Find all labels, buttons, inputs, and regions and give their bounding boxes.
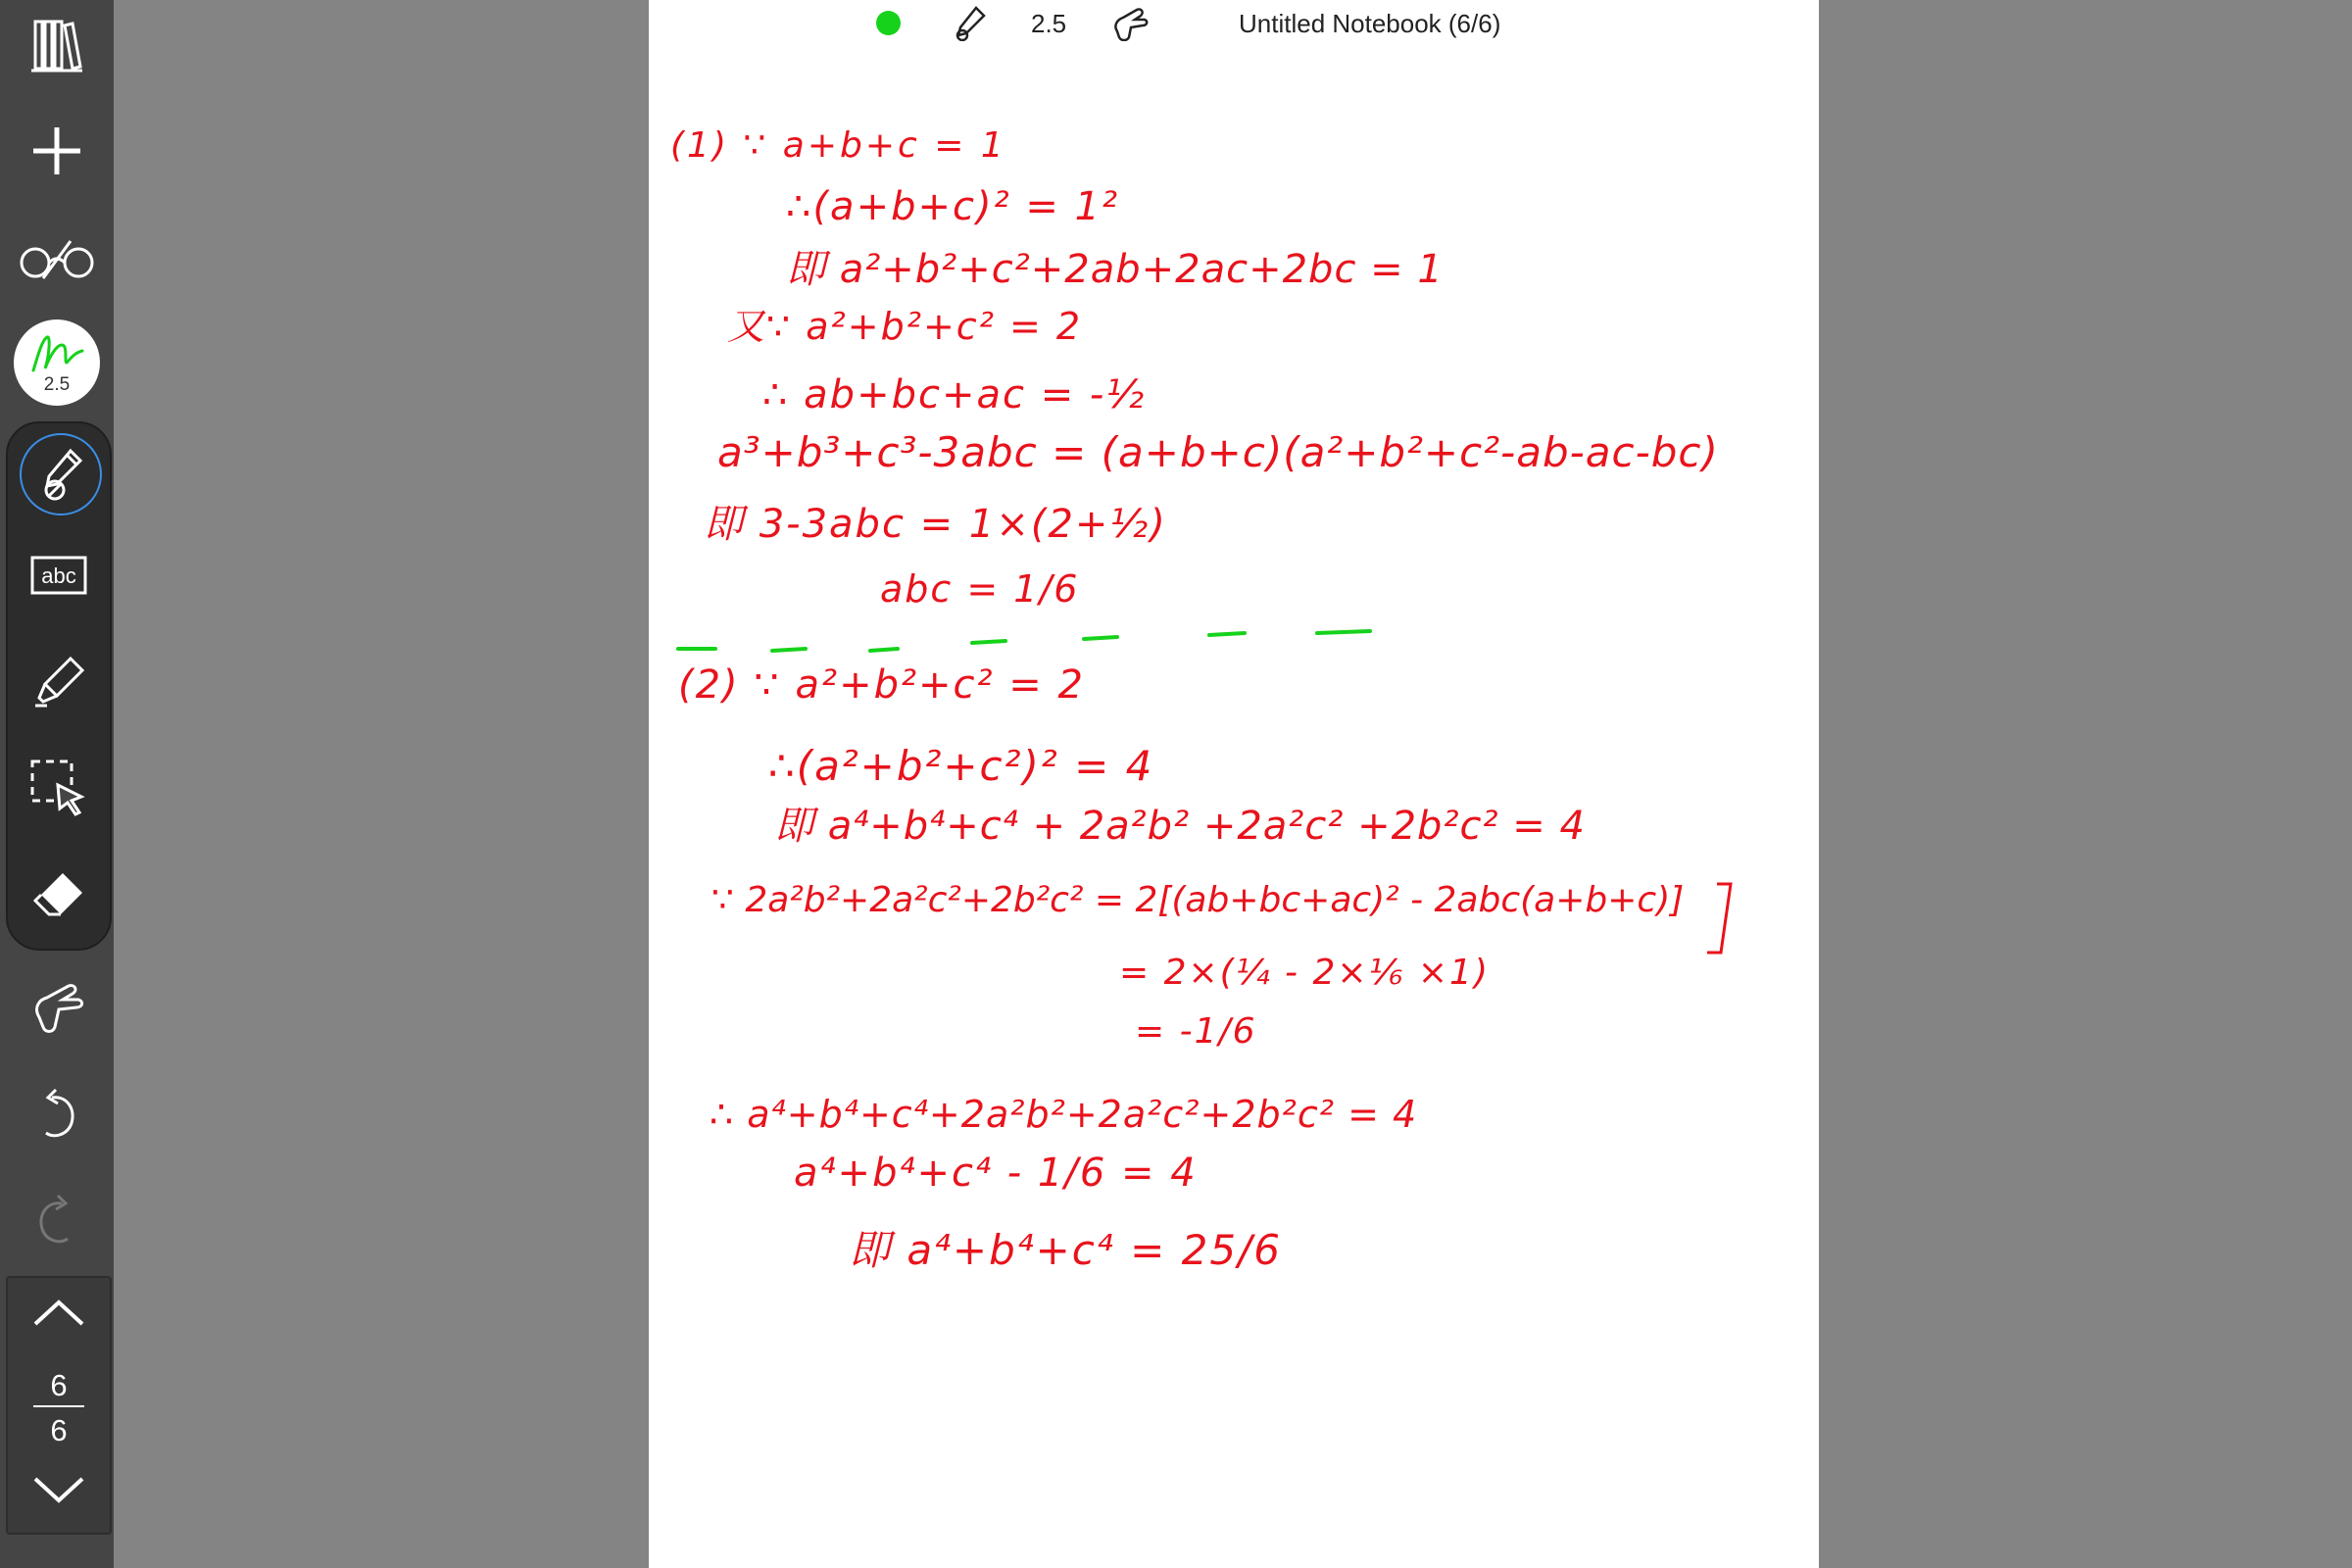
page-total: 6 [50, 1413, 68, 1447]
hand-button[interactable] [0, 976, 114, 1039]
redo-icon [32, 1194, 81, 1249]
add-icon[interactable] [0, 120, 114, 182]
eraser-button[interactable] [2, 862, 116, 925]
page-current: 6 [50, 1368, 68, 1402]
page-down-button[interactable] [2, 1470, 116, 1509]
ink-line: ∴ ab+bc+ac = -½ [762, 372, 1147, 417]
eraser-icon [31, 869, 86, 918]
redo-button[interactable] [0, 1190, 114, 1252]
tool-group [6, 421, 112, 951]
pen-preview-icon [27, 329, 86, 378]
sidebar [0, 0, 114, 1568]
dashed-divider [678, 631, 1370, 651]
ink-line: ∴(a²+b²+c²)² = 4 [768, 742, 1154, 790]
pen-eraser-icon [35, 447, 86, 502]
ink-line: ∴(a+b+c)² = 1² [786, 184, 1120, 229]
page-divider [33, 1405, 84, 1407]
ink-line: 即 3-3abc = 1×(2+½) [704, 502, 1167, 547]
svg-text:abc: abc [41, 564, 76, 588]
lasso-select-button[interactable] [2, 757, 116, 819]
handwriting-canvas[interactable] [649, 0, 1819, 1568]
big-bracket-right [1707, 884, 1731, 953]
ink-line: = -1/6 [1135, 1011, 1257, 1052]
glasses-icon[interactable] [0, 227, 114, 290]
page-up-icon [31, 1298, 86, 1328]
highlighter-icon [31, 655, 86, 710]
ink-line: ∵ 2a²b²+2a²c²+2b²c² = 2[(ab+bc+ac)² - 2abc(a+b+c)] [711, 880, 1685, 920]
ink-line: ∴ a⁴+b⁴+c⁴+2a²b²+2a²c²+2b²c² = 4 [710, 1093, 1418, 1136]
hand-icon [29, 978, 84, 1037]
ink-line: 即 a²+b²+c²+2ab+2ac+2bc = 1 [786, 247, 1444, 292]
ink-line: a⁴+b⁴+c⁴ - 1/6 = 4 [794, 1151, 1198, 1196]
library-icon[interactable] [0, 14, 114, 76]
ink-line: (1) ∵ a+b+c = 1 [670, 125, 1006, 166]
pen-size-label[interactable]: 2.5 [1031, 9, 1067, 38]
notebook-page[interactable] [649, 0, 1819, 1568]
pen-preview[interactable] [14, 319, 100, 406]
pen-tool-button[interactable] [20, 433, 102, 515]
ink-line: a³+b³+c³-3abc = (a+b+c)(a²+b²+c²-ab-ac-bc) [717, 428, 1719, 476]
ink-line: (2) ∵ a²+b²+c² = 2 [678, 662, 1085, 708]
undo-icon [32, 1088, 81, 1143]
undo-button[interactable] [0, 1084, 114, 1147]
page-up-button[interactable] [2, 1294, 116, 1333]
highlighter-button[interactable] [2, 651, 116, 713]
pen-preview-size: 2.5 [43, 374, 71, 395]
page-down-icon [31, 1475, 86, 1504]
page-navigator [6, 1276, 112, 1535]
lasso-select-icon [28, 758, 89, 818]
ink-line: 即 a⁴+b⁴+c⁴ = 25/6 [849, 1226, 1282, 1274]
ink-line: abc = 1/6 [880, 567, 1080, 611]
text-box-icon [30, 556, 87, 595]
notebook-title: Untitled Notebook (6/6) [1239, 9, 1501, 38]
ink-line: = 2×(¼ - 2×⅙ ×1) [1119, 953, 1491, 993]
ink-line: 又∵ a²+b²+c² = 2 [727, 305, 1083, 348]
ink-line: 即 a⁴+b⁴+c⁴ + 2a²b² +2a²c² +2b²c² = 4 [774, 804, 1586, 849]
text-tool-button[interactable] [2, 551, 116, 600]
